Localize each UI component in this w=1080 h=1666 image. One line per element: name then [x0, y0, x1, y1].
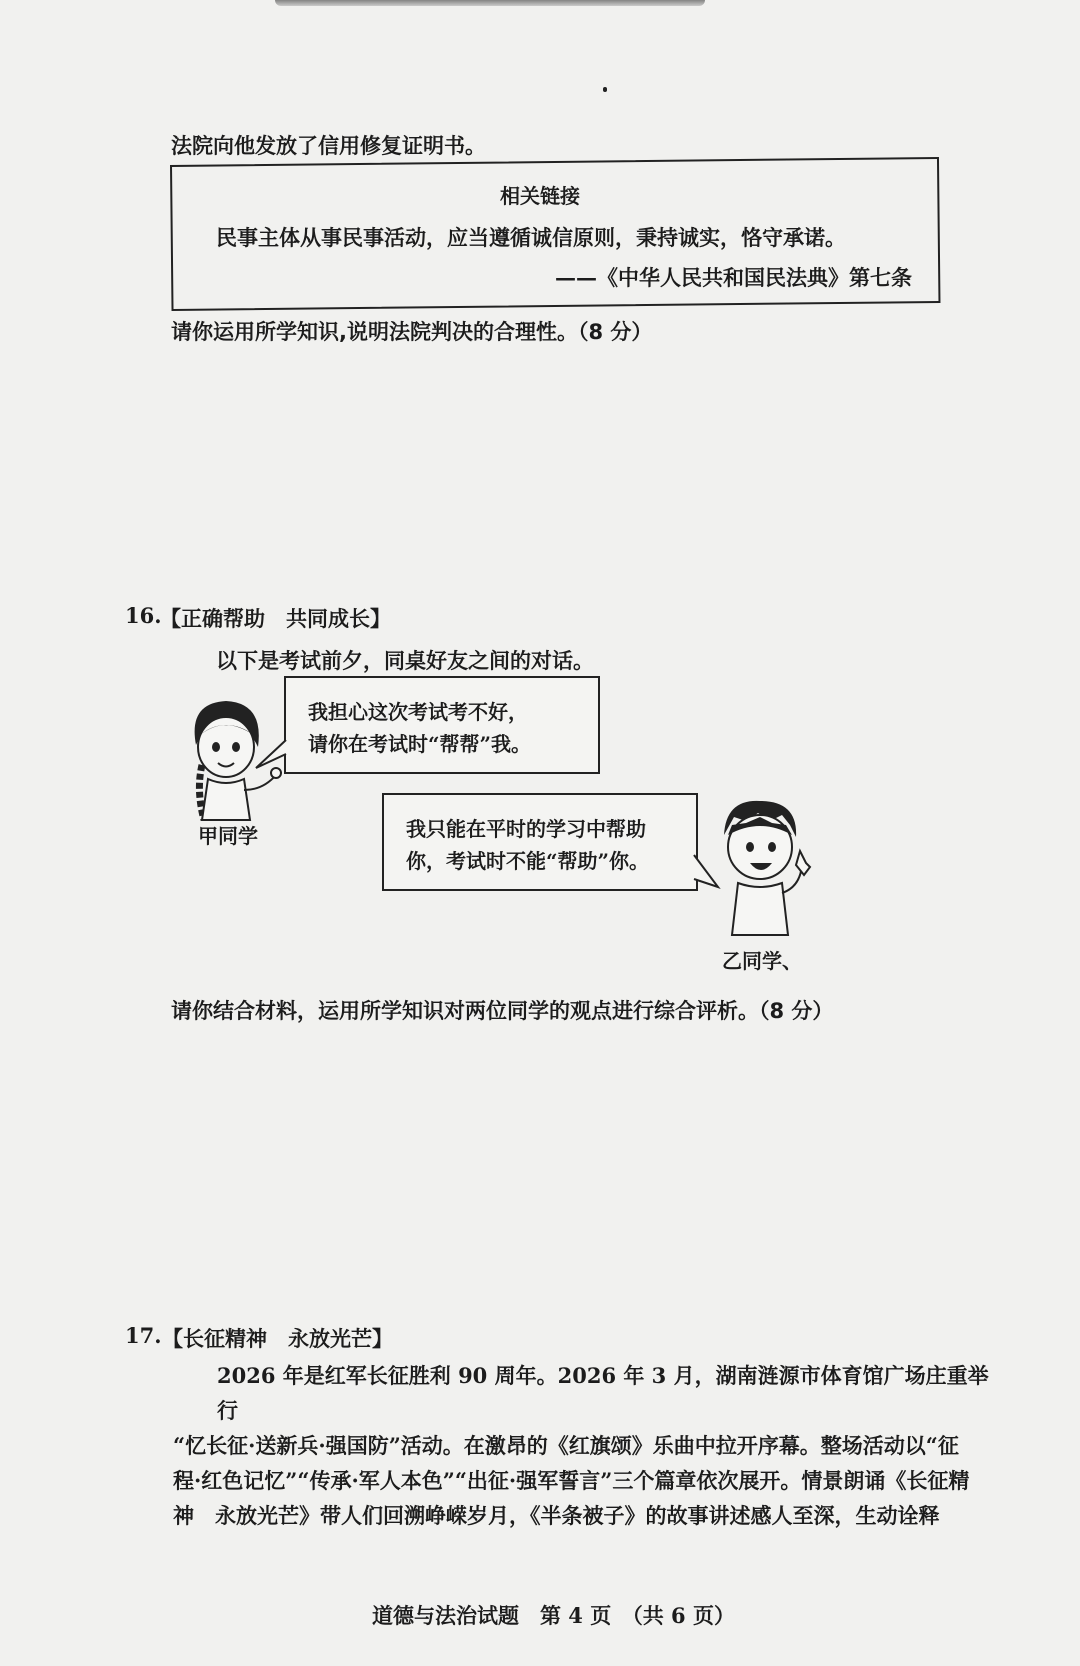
- label-student-a: 甲同学: [198, 824, 258, 848]
- speech-a-line1: 我担心这次考试考不好，: [308, 700, 528, 724]
- speech-bubble-a-tail: [256, 740, 290, 770]
- q17-para-line4: 神 永放光芒》带人们回溯峥嵘岁月，《半条被子》的故事讲述感人至深，生动诠释: [173, 1503, 940, 1528]
- speech-a-line2: 请你在考试时“帮帮”我。: [308, 732, 532, 756]
- q17-number: 17.: [125, 1323, 162, 1348]
- q16-intro: 以下是考试前夕，同桌好友之间的对话。: [216, 648, 594, 673]
- speech-bubble-a: [284, 676, 600, 774]
- q17-para-line2: “忆长征·送新兵·强国防”活动。在激昂的《红旗颂》乐曲中拉开序幕。整场活动以“征: [173, 1433, 959, 1458]
- ink-speck: [603, 87, 607, 92]
- page-edge-shadow: [275, 0, 705, 6]
- q17-para-line1: 2026 年是红军长征胜利 90 周年。2026 年 3 月，湖南涟源市体育馆广场庄重举行: [217, 1363, 989, 1423]
- q16-number: 16.: [125, 603, 162, 628]
- q17-para-line3: 程·红色记忆”“传承·军人本色”“出征·强军誓言”三个篇章依次展开。情景朗诵《长征精: [173, 1468, 970, 1493]
- related-link-source: ——《中华人民共和国民法典》第七条: [555, 265, 912, 290]
- related-link-title: 相关链接: [500, 184, 580, 208]
- speech-bubble-b: [382, 793, 698, 891]
- q16-question: 请你结合材料，运用所学知识对两位同学的观点进行综合评析。（8 分）: [171, 999, 834, 1023]
- speech-b-line2: 你，考试时不能“帮助”你。: [406, 849, 650, 873]
- q15-question: 请你运用所学知识,说明法院判决的合理性。（8 分）: [171, 320, 653, 344]
- label-student-b: 乙同学、: [722, 949, 802, 973]
- speech-b-line1: 我只能在平时的学习中帮助: [406, 817, 646, 841]
- related-link-text: 民事主体从事民事活动，应当遵循诚信原则，秉持诚实，恪守承诺。: [216, 225, 846, 250]
- q17-heading: 【长征精神 永放光芒】: [162, 1326, 393, 1351]
- q17-paragraph: [173, 1358, 1003, 1533]
- q16-heading: 【正确帮助 共同成长】: [160, 606, 391, 631]
- page-footer: 道德与法治试题 第 4 页 （共 6 页）: [372, 1603, 735, 1628]
- q15-intro-tail: 法院向他发放了信用修复证明书。: [171, 133, 486, 158]
- boy-illustration: [710, 795, 820, 945]
